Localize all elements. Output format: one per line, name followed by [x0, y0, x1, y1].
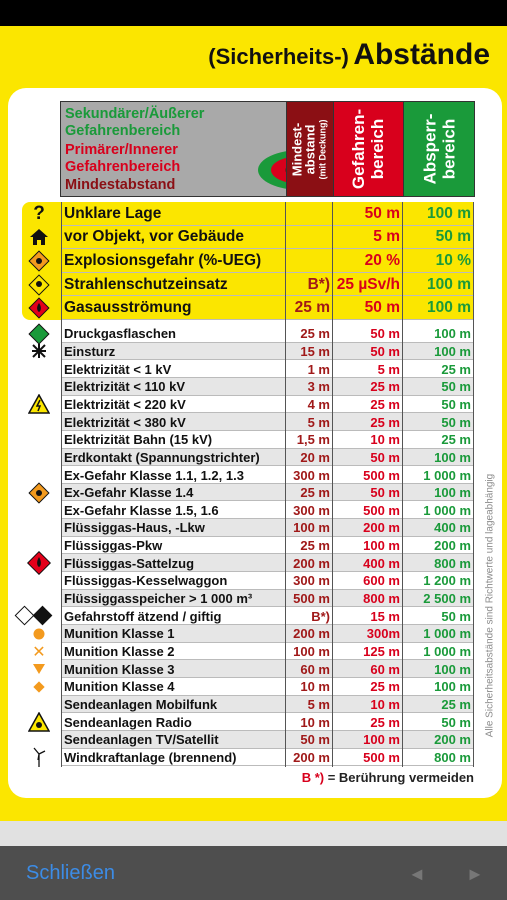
row-danger-zone: 300m	[366, 626, 400, 642]
rows-row	[0, 343, 507, 361]
rows-row	[0, 572, 507, 590]
row-min-distance: 100 m	[293, 644, 330, 659]
row-cordon-zone: 25 m	[441, 696, 471, 712]
col-gef-line1: Gefahren-	[349, 108, 369, 190]
row-label: Munition Klasse 1	[64, 626, 175, 642]
rows-row	[0, 502, 507, 520]
rows-row	[0, 449, 507, 467]
question-icon: ?	[33, 202, 45, 224]
legend-secondary: Sekundärer/Äußerer	[65, 106, 205, 122]
row-cordon-zone: 100 m	[427, 299, 471, 317]
legend-secondary-2: Gefahrenbereich	[65, 123, 181, 139]
next-arrow-icon[interactable]: ►	[466, 864, 484, 884]
row-cordon-zone: 1 000 m	[423, 626, 471, 642]
row-label: Elektrizität < 380 kV	[64, 414, 186, 430]
title-prefix: (Sicherheits-)	[208, 44, 349, 69]
rows-row	[0, 360, 507, 378]
top_rows-row	[0, 296, 507, 320]
row-min-distance: 300 m	[293, 502, 330, 518]
rows-row	[0, 731, 507, 749]
row-label: Flüssiggas-Kesselwaggon	[64, 573, 228, 589]
row-cordon-zone: 25 m	[441, 361, 471, 377]
row-min-distance: 100 m	[293, 520, 330, 536]
explosive-diamond-icon	[24, 484, 54, 502]
rows-row	[0, 713, 507, 731]
row-label: Munition Klasse 2	[64, 644, 175, 659]
separator-bar	[0, 821, 507, 846]
top_rows-row	[0, 273, 507, 297]
row-label: Erdkontakt (Spannungstrichter)	[64, 449, 260, 465]
row-danger-zone: 5 m	[373, 228, 400, 246]
row-cordon-zone: 100 m	[427, 275, 471, 293]
row-cordon-zone: 1 200 m	[423, 573, 471, 589]
row-danger-zone: 50 m	[364, 299, 400, 317]
row-cordon-zone: 100 m	[434, 485, 471, 501]
row-cordon-zone: 100 m	[434, 679, 471, 695]
column-min-header	[286, 101, 334, 197]
close-button[interactable]: Schließen	[26, 862, 115, 884]
side-note	[480, 440, 494, 780]
row-danger-zone: 800 m	[363, 591, 400, 607]
row-min-distance	[286, 249, 333, 273]
column-divider	[473, 202, 474, 767]
row-min-distance: B*)	[307, 275, 330, 293]
footnote-b: B *)	[301, 770, 325, 785]
row-min-distance: 300 m	[293, 467, 330, 483]
row-min-distance: 10 m	[300, 679, 330, 695]
row-danger-zone: 600 m	[363, 573, 400, 589]
row-cordon-zone: 25 m	[441, 432, 471, 448]
footnote-text: = Berührung vermeiden	[327, 770, 474, 785]
explosion-diamond-icon	[24, 249, 54, 273]
row-cordon-zone: 800 m	[434, 749, 471, 765]
row-danger-zone: 20 %	[364, 251, 400, 269]
house-icon	[24, 226, 54, 250]
row-min-distance: 15 m	[300, 343, 330, 359]
row-cordon-zone: 1 000 m	[423, 467, 471, 483]
row-label: Munition Klasse 4	[64, 679, 175, 695]
row-danger-zone: 5 m	[377, 361, 400, 377]
radiation-diamond-icon	[24, 273, 54, 297]
row-min-distance: 20 m	[300, 449, 330, 465]
row-cordon-zone: 100 m	[434, 326, 471, 342]
col-gef-line2: bereich	[368, 118, 388, 180]
col-min-line3: (mit Deckung)	[317, 118, 328, 180]
flammable-diamond-icon	[24, 554, 54, 572]
row-cordon-zone: 1 000 m	[423, 644, 471, 659]
rows-row	[0, 696, 507, 714]
row-label: Windkraftanlage (brennend)	[64, 749, 237, 765]
row-cordon-zone: 50 m	[441, 414, 471, 430]
high-voltage-icon	[24, 396, 54, 414]
row-cordon-zone: 100 m	[434, 449, 471, 465]
previous-arrow-icon[interactable]: ◄	[408, 864, 426, 884]
row-danger-zone: 50 m	[370, 326, 400, 342]
row-danger-zone: 10 m	[370, 432, 400, 448]
row-cordon-zone: 2 500 m	[423, 591, 471, 607]
row-label: Druckgasflaschen	[64, 326, 176, 342]
row-label: Unklare Lage	[64, 204, 162, 222]
orange-circle-icon	[24, 625, 54, 643]
row-min-distance: 25 m	[300, 326, 330, 342]
row-min-distance: 200 m	[293, 555, 330, 571]
legend-header	[60, 101, 288, 197]
row-cordon-zone: 100 m	[434, 343, 471, 359]
rows-row	[0, 537, 507, 555]
rows-row	[0, 554, 507, 572]
column-gef-header	[333, 101, 404, 197]
row-cordon-zone: 50 m	[435, 228, 471, 246]
row-cordon-zone: 200 m	[434, 538, 471, 554]
wind-turbine-icon	[24, 749, 54, 767]
row-danger-zone: 50 m	[370, 485, 400, 501]
rows-row	[0, 413, 507, 431]
row-label: Einsturz	[64, 343, 116, 359]
row-label: Flüssiggasspeicher > 1 000 m³	[64, 591, 253, 607]
row-label: Sendeanlagen Radio	[64, 714, 192, 730]
rows-row	[0, 625, 507, 643]
row-danger-zone: 200 m	[363, 520, 400, 536]
row-danger-zone: 25 m	[370, 379, 400, 395]
row-label: Ex-Gefahr Klasse 1.4	[64, 485, 194, 501]
row-label: Elektrizität < 220 kV	[64, 396, 186, 412]
row-cordon-zone: 50 m	[441, 608, 471, 624]
row-danger-zone: 25 m	[370, 679, 400, 695]
rows-row	[0, 378, 507, 396]
row-cordon-zone: 1 000 m	[423, 502, 471, 518]
rows-row	[0, 466, 507, 484]
col-abs-line1: Absperr-	[420, 113, 440, 185]
status-bar	[0, 0, 507, 26]
row-cordon-zone: 50 m	[441, 714, 471, 730]
row-cordon-zone: 800 m	[434, 555, 471, 571]
rows-row	[0, 749, 507, 767]
row-danger-zone: 10 m	[370, 696, 400, 712]
row-label: Sendeanlagen Mobilfunk	[64, 696, 218, 712]
title-main: Abstände	[353, 38, 490, 71]
row-danger-zone: 25 µSv/h	[336, 275, 400, 293]
legend-min: Mindestabstand	[65, 177, 176, 193]
legend-primary-2: Gefahrenbereich	[65, 159, 181, 175]
row-min-distance: 5 m	[307, 696, 330, 712]
row-danger-zone: 15 m	[370, 608, 400, 624]
row-danger-zone: 50 m	[364, 204, 400, 222]
row-min-distance: 60 m	[300, 661, 330, 677]
collapse-icon	[24, 343, 54, 361]
row-cordon-zone: 10 %	[435, 251, 471, 269]
side-note-text: Alle Sicherheitsabstände sind Richtwerte und lageabhängig	[484, 473, 496, 738]
row-danger-zone: 60 m	[370, 661, 400, 677]
col-min-line1: Mindest-	[289, 122, 305, 176]
row-min-distance: 5 m	[307, 414, 330, 430]
row-danger-zone: 500 m	[363, 749, 400, 765]
row-cordon-zone: 50 m	[441, 379, 471, 395]
row-min-distance: 1,5 m	[296, 432, 330, 448]
column-divider	[61, 202, 62, 767]
page-title	[0, 38, 490, 72]
row-min-distance: 25 m	[300, 538, 330, 554]
row-min-distance: 200 m	[293, 626, 330, 642]
row-danger-zone: 25 m	[370, 396, 400, 412]
column-divider	[332, 202, 333, 767]
row-danger-zone: 100 m	[363, 732, 400, 748]
row-label: Elektrizität < 1 kV	[64, 361, 172, 377]
row-label: Ex-Gefahr Klasse 1.5, 1.6	[64, 502, 219, 518]
rows-row	[0, 660, 507, 678]
row-label: Sendeanlagen TV/Satellit	[64, 732, 219, 748]
row-min-distance: 500 m	[293, 591, 330, 607]
top_rows-row	[0, 249, 507, 273]
row-cordon-zone: 100 m	[434, 661, 471, 677]
rows-row	[0, 519, 507, 537]
orange-diamond-icon	[24, 678, 54, 696]
rows-row	[0, 678, 507, 696]
row-danger-zone: 500 m	[363, 502, 400, 518]
row-danger-zone: 500 m	[363, 467, 400, 483]
row-danger-zone: 125 m	[363, 644, 400, 659]
row-danger-zone: 100 m	[363, 538, 400, 554]
row-label: Flüssiggas-Sattelzug	[64, 555, 195, 571]
row-min-distance: 1 m	[307, 361, 330, 377]
row-label: Gefahrstoff ätzend / giftig	[64, 608, 222, 624]
row-min-distance: 25 m	[294, 299, 330, 317]
row-danger-zone: 50 m	[370, 449, 400, 465]
row-min-distance	[286, 202, 333, 226]
rows-row	[0, 643, 507, 661]
row-min-distance: B*)	[311, 608, 330, 624]
rows-row	[0, 431, 507, 449]
row-cordon-zone: 100 m	[427, 204, 471, 222]
row-min-distance: 4 m	[307, 396, 330, 412]
row-cordon-zone: 400 m	[434, 520, 471, 536]
toxic-corrosive-diamonds-icon	[12, 607, 56, 625]
rows-row	[0, 396, 507, 414]
row-min-distance: 3 m	[307, 379, 330, 395]
top_rows-row	[0, 226, 507, 250]
col-min-line2: abstand	[302, 124, 318, 174]
row-min-distance: 200 m	[293, 749, 330, 765]
row-danger-zone: 50 m	[370, 343, 400, 359]
legend-primary: Primärer/Innerer	[65, 142, 178, 158]
orange-x-icon: ✕	[32, 643, 46, 661]
column-abs-header	[403, 101, 475, 197]
rows-row	[0, 325, 507, 343]
footnote	[260, 770, 474, 785]
row-label: Explosionsgefahr (%-UEG)	[64, 251, 262, 269]
row-danger-zone: 25 m	[370, 714, 400, 730]
rows-row	[0, 484, 507, 502]
row-label: Munition Klasse 3	[64, 661, 175, 677]
row-label: Elektrizität < 110 kV	[64, 379, 186, 395]
column-divider	[402, 202, 403, 767]
col-abs-line2: bereich	[439, 118, 459, 180]
rows-row	[0, 590, 507, 608]
column-divider	[285, 202, 286, 767]
row-min-distance: 50 m	[300, 732, 330, 748]
row-label: Ex-Gefahr Klasse 1.1, 1.2, 1.3	[64, 467, 244, 483]
row-danger-zone: 400 m	[363, 555, 400, 571]
row-label: vor Objekt, vor Gebäude	[64, 228, 245, 246]
orange-triangle-icon	[24, 660, 54, 678]
rows-row	[0, 607, 507, 625]
row-label: Gasausströmung	[64, 299, 192, 317]
row-min-distance: 25 m	[300, 485, 330, 501]
row-min-distance	[286, 226, 333, 250]
row-label: Flüssiggas-Pkw	[64, 538, 163, 554]
row-label: Elektrizität Bahn (15 kV)	[64, 432, 213, 448]
row-label: Flüssiggas-Haus, -Lkw	[64, 520, 205, 536]
row-cordon-zone: 50 m	[441, 396, 471, 412]
row-min-distance: 10 m	[300, 714, 330, 730]
flammable-gas-diamond-icon	[24, 296, 54, 320]
row-min-distance: 300 m	[293, 573, 330, 589]
row-danger-zone: 25 m	[370, 414, 400, 430]
row-label: Strahlenschutzeinsatz	[64, 275, 228, 293]
gas-cylinder-diamond-icon	[24, 325, 54, 343]
top_rows-row	[0, 202, 507, 226]
radiation-warning-icon	[24, 713, 54, 731]
row-cordon-zone: 200 m	[434, 732, 471, 748]
